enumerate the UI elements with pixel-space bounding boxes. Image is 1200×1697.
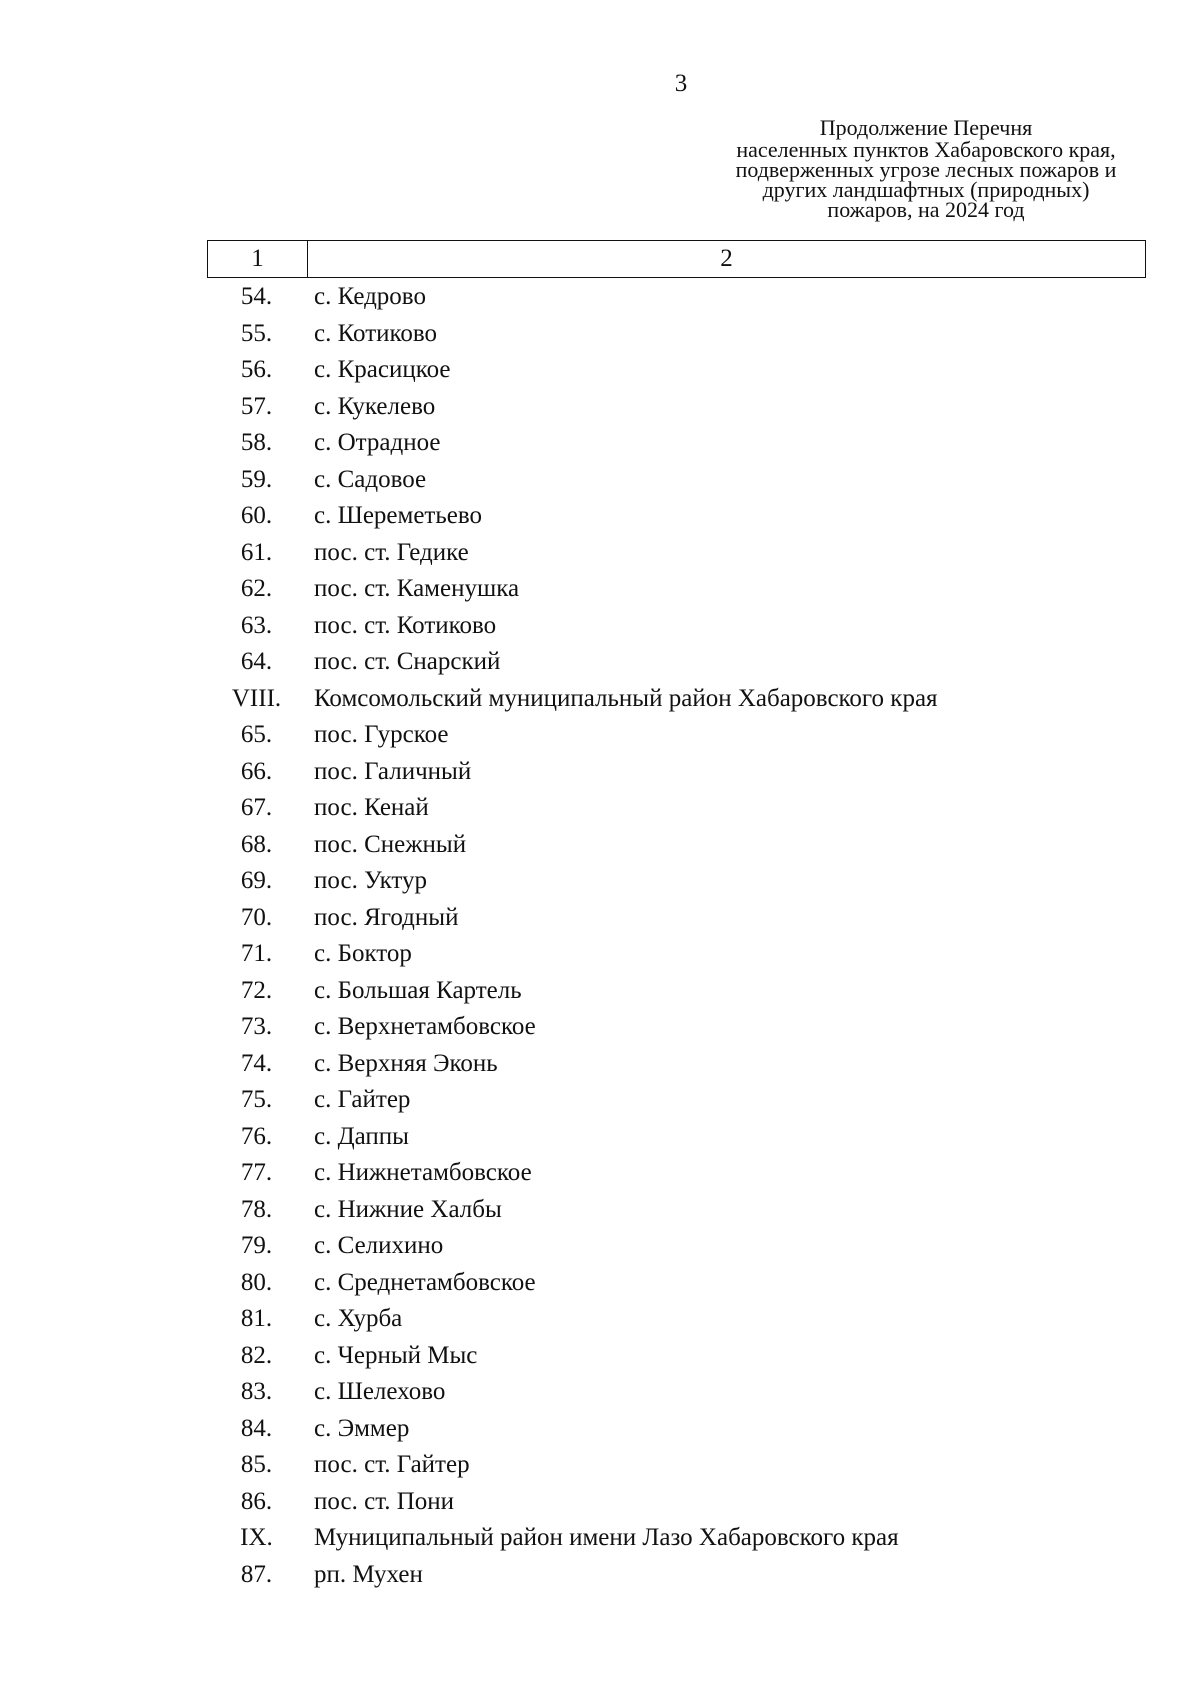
settlement-name: с. Верхнетамбовское bbox=[314, 1013, 536, 1041]
settlement-name: пос. ст. Гедике bbox=[314, 538, 469, 566]
table-row bbox=[207, 1338, 1146, 1375]
table-row bbox=[207, 790, 1146, 827]
row-number: 74. bbox=[240, 1049, 273, 1077]
table-row bbox=[207, 498, 1146, 535]
table-row bbox=[207, 571, 1146, 608]
row-number: 79. bbox=[240, 1232, 273, 1260]
row-number: 63. bbox=[240, 611, 273, 639]
row-number: 82. bbox=[240, 1341, 273, 1369]
table-row bbox=[207, 316, 1146, 353]
table-row bbox=[207, 1447, 1146, 1484]
table-row bbox=[207, 1119, 1146, 1156]
settlement-name: с. Котиково bbox=[314, 319, 438, 347]
row-number: IX. bbox=[240, 1524, 273, 1552]
table-row bbox=[207, 1009, 1146, 1046]
document-heading bbox=[706, 115, 1146, 222]
table-row bbox=[207, 1228, 1146, 1265]
settlement-name: с. Нижние Халбы bbox=[314, 1195, 502, 1223]
page-number: 3 bbox=[674, 70, 688, 97]
heading-line: подверженных угрозе лесных пожаров и bbox=[735, 157, 1117, 182]
settlement-name: пос. Кенай bbox=[314, 794, 429, 822]
table-header bbox=[207, 240, 1146, 278]
row-number: 67. bbox=[240, 794, 273, 822]
settlement-name: с. Красицкое bbox=[314, 356, 451, 384]
table-row bbox=[207, 644, 1146, 681]
settlement-name: с. Боктор bbox=[314, 940, 412, 968]
table-row bbox=[207, 827, 1146, 864]
settlement-name: пос. Уктур bbox=[314, 867, 428, 895]
row-number: 69. bbox=[240, 867, 273, 895]
row-number: 68. bbox=[240, 830, 273, 858]
table-row bbox=[207, 1265, 1146, 1302]
settlement-name: рп. Мухен bbox=[314, 1560, 423, 1588]
settlement-name: с. Черный Мыс bbox=[314, 1341, 478, 1369]
row-number: 86. bbox=[240, 1487, 273, 1515]
table-row bbox=[207, 608, 1146, 645]
settlement-name: с. Кедрово bbox=[314, 283, 426, 311]
column-header-number: 1 bbox=[208, 241, 308, 277]
row-number: 57. bbox=[240, 392, 273, 420]
row-number: 58. bbox=[240, 429, 273, 457]
settlement-name: пос. Галичный bbox=[314, 757, 472, 785]
settlement-list bbox=[207, 279, 1146, 1593]
row-number: 84. bbox=[240, 1414, 273, 1442]
settlement-name: с. Среднетамбовское bbox=[314, 1268, 536, 1296]
row-number: 66. bbox=[240, 757, 273, 785]
settlement-name: с. Шелехово bbox=[314, 1378, 446, 1406]
settlement-name: с. Большая Картель bbox=[314, 976, 522, 1004]
column-header-name: 2 bbox=[720, 245, 733, 272]
settlement-name: с. Нижнетамбовское bbox=[314, 1159, 532, 1187]
table-row bbox=[207, 863, 1146, 900]
table-row bbox=[207, 1374, 1146, 1411]
settlement-name: с. Кукелево bbox=[314, 392, 436, 420]
settlement-name: с. Хурба bbox=[314, 1305, 403, 1333]
settlement-name: с. Садовое bbox=[314, 465, 427, 493]
settlement-name: с. Даппы bbox=[314, 1122, 409, 1150]
row-number: 56. bbox=[240, 356, 273, 384]
row-number: 65. bbox=[240, 721, 273, 749]
settlement-name: Муниципальный район имени Лазо Хабаровского края bbox=[314, 1524, 899, 1552]
settlement-name: с. Селихино bbox=[314, 1232, 444, 1260]
table-row bbox=[207, 1082, 1146, 1119]
row-number: 55. bbox=[240, 319, 273, 347]
row-number: 75. bbox=[240, 1086, 273, 1114]
settlement-name: пос. Ягодный bbox=[314, 903, 459, 931]
row-number: 60. bbox=[240, 502, 273, 530]
table-row bbox=[207, 535, 1146, 572]
heading-title: Продолжение Перечня bbox=[819, 115, 1033, 140]
table-row bbox=[207, 279, 1146, 316]
table-row bbox=[207, 462, 1146, 499]
settlement-name: с. Отрадное bbox=[314, 429, 441, 457]
settlement-name: с. Верхняя Эконь bbox=[314, 1049, 498, 1077]
settlement-name: пос. ст. Пони bbox=[314, 1487, 455, 1515]
table-row bbox=[207, 754, 1146, 791]
table-row bbox=[207, 389, 1146, 426]
table-row bbox=[207, 1557, 1146, 1594]
row-number: 78. bbox=[240, 1195, 273, 1223]
table-row bbox=[207, 717, 1146, 754]
table-row bbox=[207, 681, 1146, 718]
row-number: VIII. bbox=[231, 684, 282, 712]
row-number: 73. bbox=[240, 1013, 273, 1041]
row-number: 71. bbox=[240, 940, 273, 968]
settlement-name: пос. Снежный bbox=[314, 830, 467, 858]
heading-line: населенных пунктов Хабаровского края, bbox=[736, 137, 1116, 162]
table-row bbox=[207, 352, 1146, 389]
table-row bbox=[207, 1411, 1146, 1448]
row-number: 62. bbox=[240, 575, 273, 603]
row-number: 85. bbox=[240, 1451, 273, 1479]
row-number: 77. bbox=[240, 1159, 273, 1187]
table-row bbox=[207, 936, 1146, 973]
settlement-name: пос. ст. Снарский bbox=[314, 648, 501, 676]
row-number: 70. bbox=[240, 903, 273, 931]
row-number: 81. bbox=[240, 1305, 273, 1333]
settlement-name: с. Эммер bbox=[314, 1414, 410, 1442]
settlement-name: пос. ст. Гайтер bbox=[314, 1451, 470, 1479]
table-row bbox=[207, 1484, 1146, 1521]
row-number: 76. bbox=[240, 1122, 273, 1150]
table-row bbox=[207, 1192, 1146, 1229]
settlement-name: с. Гайтер bbox=[314, 1086, 411, 1114]
settlement-name: с. Шереметьево bbox=[314, 502, 482, 530]
row-number: 83. bbox=[240, 1378, 273, 1406]
table-row bbox=[207, 1046, 1146, 1083]
settlement-name: Комсомольский муниципальный район Хабаровского края bbox=[314, 684, 938, 712]
table-row bbox=[207, 1520, 1146, 1557]
settlement-name: пос. ст. Каменушка bbox=[314, 575, 520, 603]
table-row bbox=[207, 425, 1146, 462]
row-number: 72. bbox=[240, 976, 273, 1004]
table-row bbox=[207, 973, 1146, 1010]
table-row bbox=[207, 1301, 1146, 1338]
row-number: 80. bbox=[240, 1268, 273, 1296]
settlement-name: пос. Гурское bbox=[314, 721, 449, 749]
row-number: 61. bbox=[240, 538, 273, 566]
row-number: 87. bbox=[240, 1560, 273, 1588]
row-number: 59. bbox=[240, 465, 273, 493]
row-number: 54. bbox=[240, 283, 273, 311]
heading-line: пожаров, на 2024 год bbox=[827, 197, 1025, 222]
row-number: 64. bbox=[240, 648, 273, 676]
settlement-name: пос. ст. Котиково bbox=[314, 611, 497, 639]
table-row bbox=[207, 1155, 1146, 1192]
table-row bbox=[207, 900, 1146, 937]
heading-line: других ландшафтных (природных) bbox=[762, 177, 1090, 202]
